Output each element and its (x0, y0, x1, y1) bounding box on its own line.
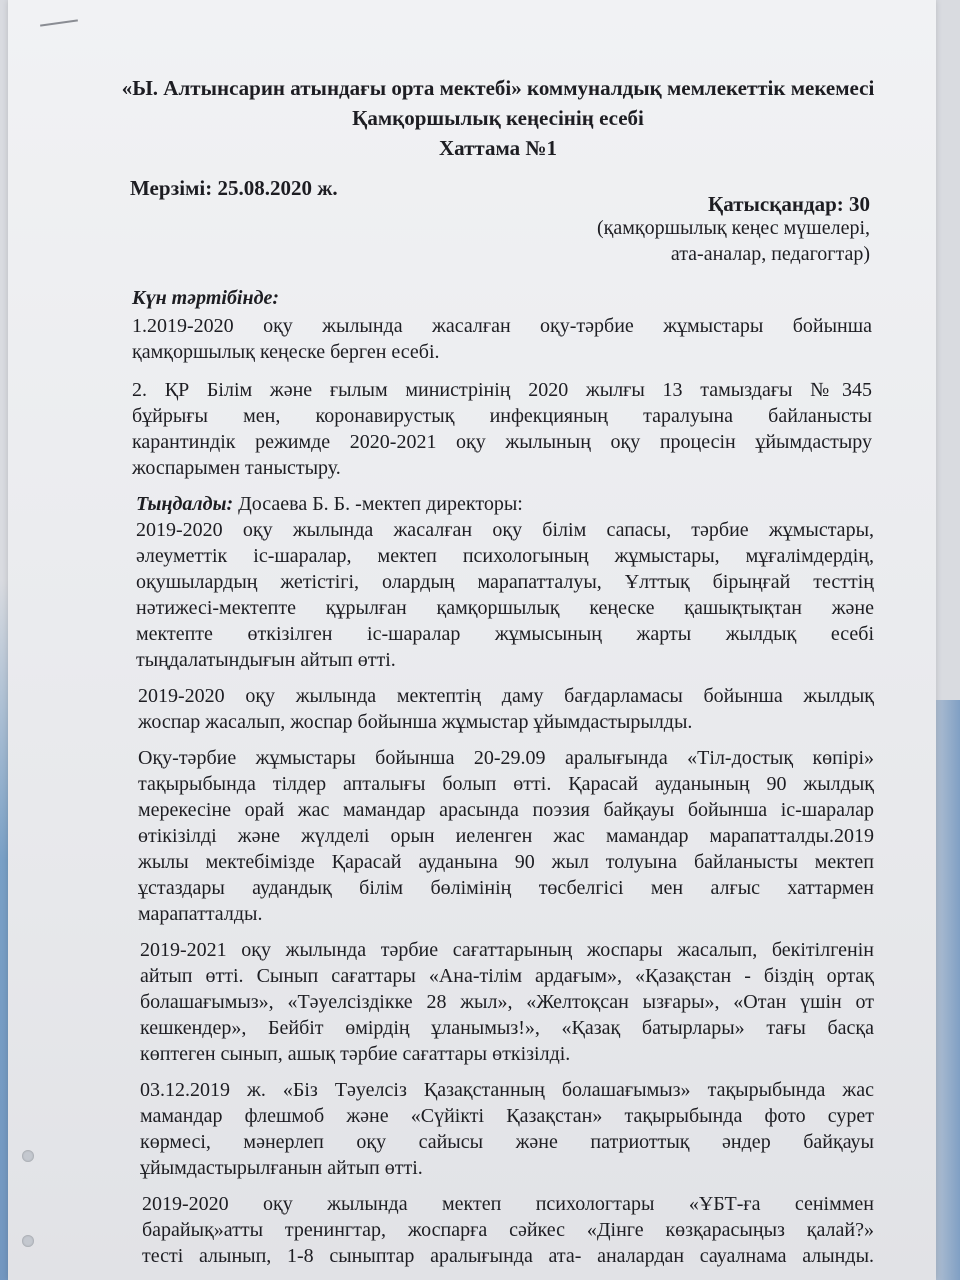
agenda-item-1-line: 1.2019-2020 оқу жылында жасалған оқу-тәрбие жұмыстары бойынша (132, 315, 872, 337)
paragraph-3-line: Оқу-тәрбие жұмыстары бойынша 20-29.09 аралығында «Тіл-достық көпірі» (138, 747, 874, 769)
participants-note-2: ата-аналар, педагогтар) (670, 243, 870, 265)
listened-label: Тыңдалды: (136, 493, 234, 515)
agenda-item-2-line: жоспарымен таныстыру. (132, 457, 341, 479)
agenda-item-2-line: карантиндік режимде 2020-2021 оқу жылының оқу процесін ұйымдастыру (132, 431, 872, 453)
paragraph-3-line: марапатталды. (138, 903, 263, 925)
punch-hole (22, 1235, 34, 1247)
document-page (8, 0, 936, 1280)
paragraph-1-line: мектепте өткізілген іс-шаралар жұмысының жарты жылдық есебі (136, 623, 874, 645)
header-protocol-number: Хаттама №1 (438, 136, 558, 160)
paragraph-4-line: 2019-2021 оқу жылында тәрбие сағаттарының жоспары жасалып, бекітілгенін (140, 939, 874, 961)
paragraph-1-line: тыңдалатындығын айтып өтті. (136, 649, 396, 671)
paragraph-4-line: болашағымыз», «Тәуелсіздікке 28 жыл», «Желтоқсан ызғары», «Отан үшін от (140, 991, 874, 1013)
agenda-item-1-line: қамқоршылық кеңеске берген есебі. (132, 341, 440, 363)
agenda-heading: Күн тәртібінде: (132, 287, 280, 309)
paragraph-3-line: өтікізілді және жүлделі орын иеленген жас мамандар марапатталды.2019 (138, 825, 874, 847)
paragraph-6-line: барайық»атты тренингтар, жоспарға сәйкес «Дінге көзқарасыңыз қалай?» (142, 1219, 874, 1241)
paragraph-1-line: 2019-2020 оқу жылында жасалған оқу білім сапасы, тәрбие жұмыстары, (136, 519, 874, 541)
meeting-date: Мерзімі: 25.08.2020 ж. (130, 176, 338, 200)
agenda-item-2-line: бұйрығы мен, коронавирустық инфекцияның таралуына байланысты (132, 405, 872, 427)
paragraph-1-line: әлеуметтік іс-шаралар, мектеп психологының жұмыстары, мұғалімдердің, (136, 545, 874, 567)
paragraph-1-line: оқушылардың жетістігі, олардың марапатталуы, Ұлттық бірыңғай тесттің (136, 571, 874, 593)
paragraph-4-line: көптеген сынып, ашық тәрбие сағаттары өткізілді. (140, 1043, 571, 1065)
participants-note-1: (қамқоршылық кеңес мүшелері, (597, 217, 870, 239)
paragraph-4-line: кешкендер», Бейбіт өмірдің ұланымыз!», «Қазақ батырлары» тағы басқа (140, 1017, 874, 1039)
paragraph-1-line: нәтижесі-мектепте құрылған қамқоршылық кеңеске қашықтықтан және (136, 597, 874, 619)
listened-line (136, 492, 523, 516)
paragraph-3-line: жылы мектебімізде Қарасай ауданына 90 жыл толуына байланысты мектеп (138, 851, 874, 873)
punch-hole (22, 1150, 34, 1162)
paragraph-5-line: мамандар флешмоб және «Сүйікті Қазақстан» тақырыбында фото сурет (140, 1105, 874, 1127)
participants-count: Қатысқандар: 30 (708, 192, 870, 216)
agenda-item-2-line: 2. ҚР Білім және ғылым министрінің 2020 жылғы 13 тамыздағы №345 (132, 379, 872, 401)
paragraph-6-line: тесті алынып, 1-8 сыныптар аралығында ата- аналардан сауалнама алынды. (142, 1245, 874, 1267)
paragraph-5-line: көрмесі, мәнерлеп оқу сайысы және патриоттық әндер байқауы (140, 1131, 874, 1153)
header-report-title: Қамқоршылық кеңесінің есебі (352, 106, 644, 130)
header-institution: «Ы. Алтынсарин атындағы орта мектебі» коммуналдық мемлекеттік мекемесі (121, 76, 875, 100)
listened-speaker: Досаева Б. Б. -мектеп директоры: (233, 493, 523, 515)
paragraph-3-line: мерекесіне орай жас мамандар арасында поэзия байқауы бойынша іс-шаралар (138, 799, 874, 821)
paragraph-4-line: айтып өтті. Сынып сағаттары «Ана-тілім ардағым», «Қазақстан - біздің ортақ (140, 965, 874, 987)
paragraph-2-line: жоспар жасалып, жоспар бойынша жұмыстар ұйымдастырылды. (138, 711, 693, 733)
paragraph-5-line: 03.12.2019 ж. «Біз Тәуелсіз Қазақстанның болашағымыз» тақырыбында жас (140, 1079, 874, 1101)
paragraph-6-line: 2019-2020 оқу жылында мектеп психологтары «ҰБТ-ға сеніммен (142, 1193, 874, 1215)
paragraph-3-line: тақырыбында тілдер апталығы болып өтті. Қарасай ауданының 90 жылдық (138, 773, 874, 795)
paragraph-5-line: ұйымдастырылғанын айтып өтті. (140, 1157, 423, 1179)
pencil-mark (40, 19, 78, 26)
paragraph-3-line: ұстаздары аудандық білім бөлімінің төсбелгісі мен алғыс хаттармен (138, 877, 874, 899)
paragraph-2-line: 2019-2020 оқу жылында мектептің даму бағдарламасы бойынша жылдық (138, 685, 874, 707)
